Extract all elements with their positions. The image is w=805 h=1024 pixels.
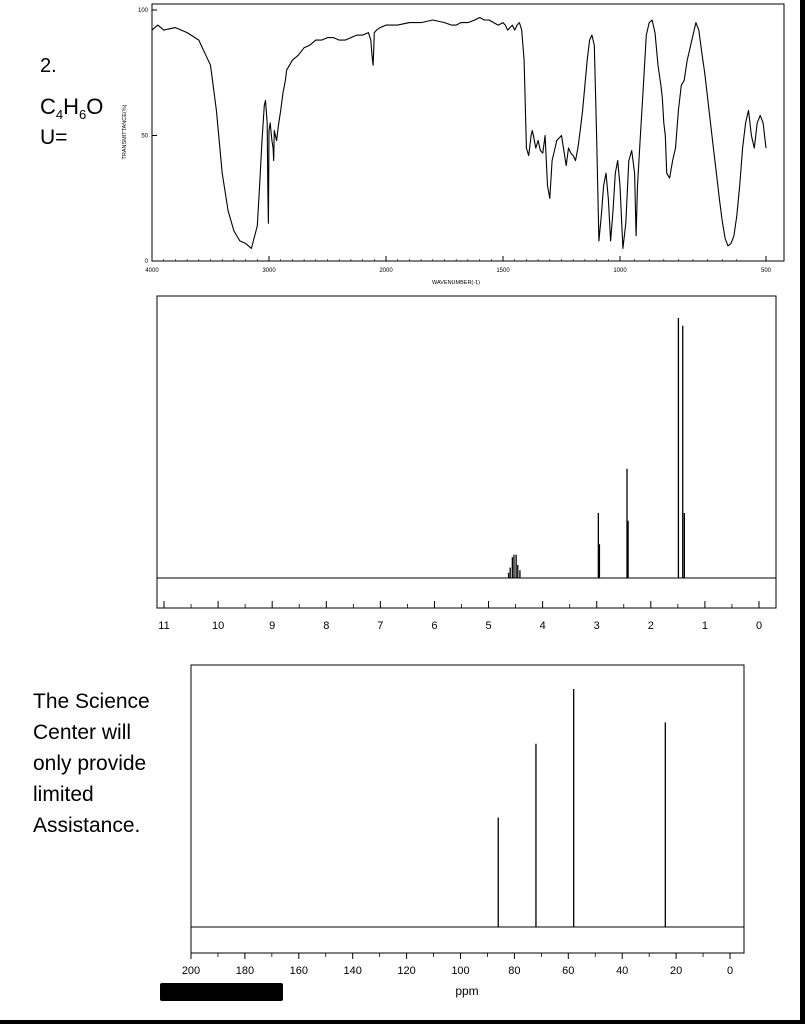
formula-element-h: H <box>63 94 80 119</box>
h1-x-tick-label: 1 <box>701 620 708 632</box>
ir-x-axis-label: WAVENUMBER(-1) <box>432 280 480 286</box>
ir-y-axis-label: TRANSMITTANCE(%) <box>122 104 128 160</box>
c13-x-tick-label: 180 <box>235 965 255 977</box>
formula-subscript-c: 4 <box>55 107 64 122</box>
ir-x-tick-label: 2000 <box>379 268 393 274</box>
formula-element-c: C <box>40 94 56 119</box>
unsaturation-label: U= <box>40 126 68 149</box>
c13-x-axis-label: ppm <box>455 984 479 998</box>
formula-subscript-h: 6 <box>79 107 87 122</box>
ir-y-tick-label: 0 <box>144 259 148 265</box>
note-line: Center will <box>33 721 132 744</box>
formula-element-o: O <box>86 94 104 119</box>
c13-x-tick-label: 140 <box>343 965 362 977</box>
ir-x-tick-label: 1500 <box>496 268 510 274</box>
c13-x-tick-label: 200 <box>181 965 201 977</box>
c13-x-tick-label: 20 <box>669 965 683 977</box>
h1-x-tick-label: 7 <box>377 620 384 632</box>
note-line: limited <box>33 783 94 806</box>
c13-x-tick-label: 100 <box>451 965 470 977</box>
note-line: The Science <box>33 690 150 713</box>
c13-plot-frame <box>191 665 744 953</box>
h1-x-tick-label: 8 <box>323 620 330 632</box>
note-line: Assistance. <box>33 814 141 837</box>
c13-x-tick-label: 160 <box>289 965 308 977</box>
ir-x-tick-label: 500 <box>760 268 772 274</box>
h1-x-tick-label: 0 <box>755 620 763 632</box>
ir-y-tick-label: 100 <box>137 8 148 14</box>
ir-x-tick-label: 3000 <box>262 268 276 274</box>
note-line: only provide <box>33 752 147 775</box>
h1-x-tick-label: 6 <box>431 620 438 632</box>
c13-x-tick-label: 0 <box>726 965 734 977</box>
problem-number: 2. <box>40 55 57 77</box>
ir-x-tick-label: 1000 <box>613 268 627 274</box>
h1-x-tick-label: 10 <box>211 620 225 632</box>
h1-x-tick-label: 2 <box>647 620 654 632</box>
redaction-bar <box>160 983 283 1001</box>
h1-x-tick-label: 9 <box>269 620 276 632</box>
c13-x-tick-label: 40 <box>616 965 629 977</box>
h1-x-tick-label: 5 <box>485 620 492 632</box>
h1-x-tick-label: 4 <box>539 620 546 632</box>
h1-x-tick-label: 3 <box>593 620 600 632</box>
h1-x-tick-label: 11 <box>158 620 170 632</box>
c13-x-tick-label: 60 <box>562 965 575 977</box>
ir-y-tick-label: 50 <box>141 133 148 140</box>
c13-x-tick-label: 120 <box>397 965 416 977</box>
ir-x-tick-label: 4000 <box>145 268 159 274</box>
c13-x-tick-label: 80 <box>508 965 521 977</box>
